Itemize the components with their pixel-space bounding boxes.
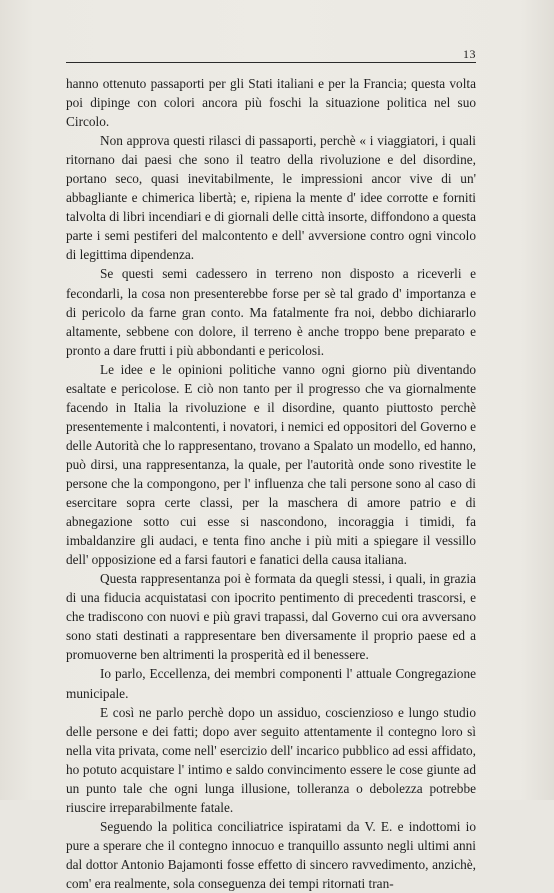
paragraph: Se questi semi cadessero in terreno non disposto a riceverli e fecondarli, la cosa non presenterebbe forse per sè tal grado d' importanza e di pericolo da farne gran conto. Ma fatalmente fra noi, debbo dichiararlo altamente, sebbene con dolore, il terreno è anche troppo bene preparato e pronto a dare frutti i più abbondanti e pericolosi. bbox=[66, 266, 476, 358]
paragraph: Questa rappresentanza poi è formata da quegli stessi, i quali, in grazia di una fiducia acquistatasi con ipocrito pentimento di precedenti trascorsi, e che tradiscono con nuovi e più gravi trapassi, dal Governo cui ora avversano sono stati destinati a rappresentare ben diversamente il proprio paese ed a promuoverne ben altrimenti la prosperità ed il benessere. bbox=[66, 571, 476, 663]
paragraph: Le idee e le opinioni politiche vanno ogni giorno più diventando esaltate e pericolose. E ciò non tanto per il progresso che va giornalmente facendo in Italia la rivoluzione e il disordine, quanto piuttosto perchè presentemente i malcontenti, i novatori, i nemici ed oppositori del Governo e delle Autorità che lo rappresentano, trovano a Spalato un modello, ed hanno, può dirsi, una rappresentanza, la quale, per l'autorità onde sono rivestite le persone che la compongono, per l' influenza che tali persone sono al caso di esercitare sopra certe classi, per la maschera di amore patrio e di abnegazione sotto cui esse si nascondono, incoraggia i timidi, fa imbaldanzire gli audaci, e tenta fino anche i più miti a spiegare il vessillo dell' opposizione ed a farsi fautori e fanatici della causa italiana. bbox=[66, 361, 476, 568]
paragraph: Seguendo la politica conciliatrice ispiratami da V. E. e indottomi io pure a sperare che il contegno innocuo e tranquillo assunto negli ultimi anni dal dottor Antonio Bajamonti fosse effetto di sincero ravvedimento, anzichè, com' era realmente, sola conseguenza dei tempi ritornati tran- bbox=[66, 818, 476, 891]
body-text bbox=[66, 74, 476, 893]
paragraph: E così ne parlo perchè dopo un assiduo, coscienzioso e lungo studio delle persone e dei fatti; dopo aver seguito attentamente il contegno loro sì nella vita privata, come nell' esercizio dell' incarico pubblico ad essi affidato, ho potuto acquistare l' intimo e saldo convincimento essere le cose giunte ad un punto tale che ogni lunga illusione, tolleranza o debolezza potrebbe riuscire irreparabilmente fatale. bbox=[66, 704, 476, 815]
paragraph-continued: hanno ottenuto passaporti per gli Stati italiani e per la Francia; questa volta poi dipinge con colori ancora più foschi la situazione politica nel suo Circolo. bbox=[66, 76, 476, 130]
header-rule bbox=[66, 62, 476, 63]
paragraph: Io parlo, Eccellenza, dei membri componenti l' attuale Congregazione municipale. bbox=[66, 666, 476, 701]
page-number: 13 bbox=[463, 47, 476, 61]
paragraph: Non approva questi rilasci di passaporti, perchè « i viaggiatori, i quali ritornano dai paesi che sono il teatro della rivoluzione e del disordine, portano seco, quasi inevitabilmente, le impressioni ancor vive di un' abbagliante e chimerica libertà; e, ripiena la mente d' idee corrotte e forniti talvolta di libri incendiari e di giornali delle città insorte, diffondono a questa parte i semi pestiferi del malcontento e dell' avversione contro ogni vincolo di legittima dipendenza. bbox=[66, 133, 476, 263]
